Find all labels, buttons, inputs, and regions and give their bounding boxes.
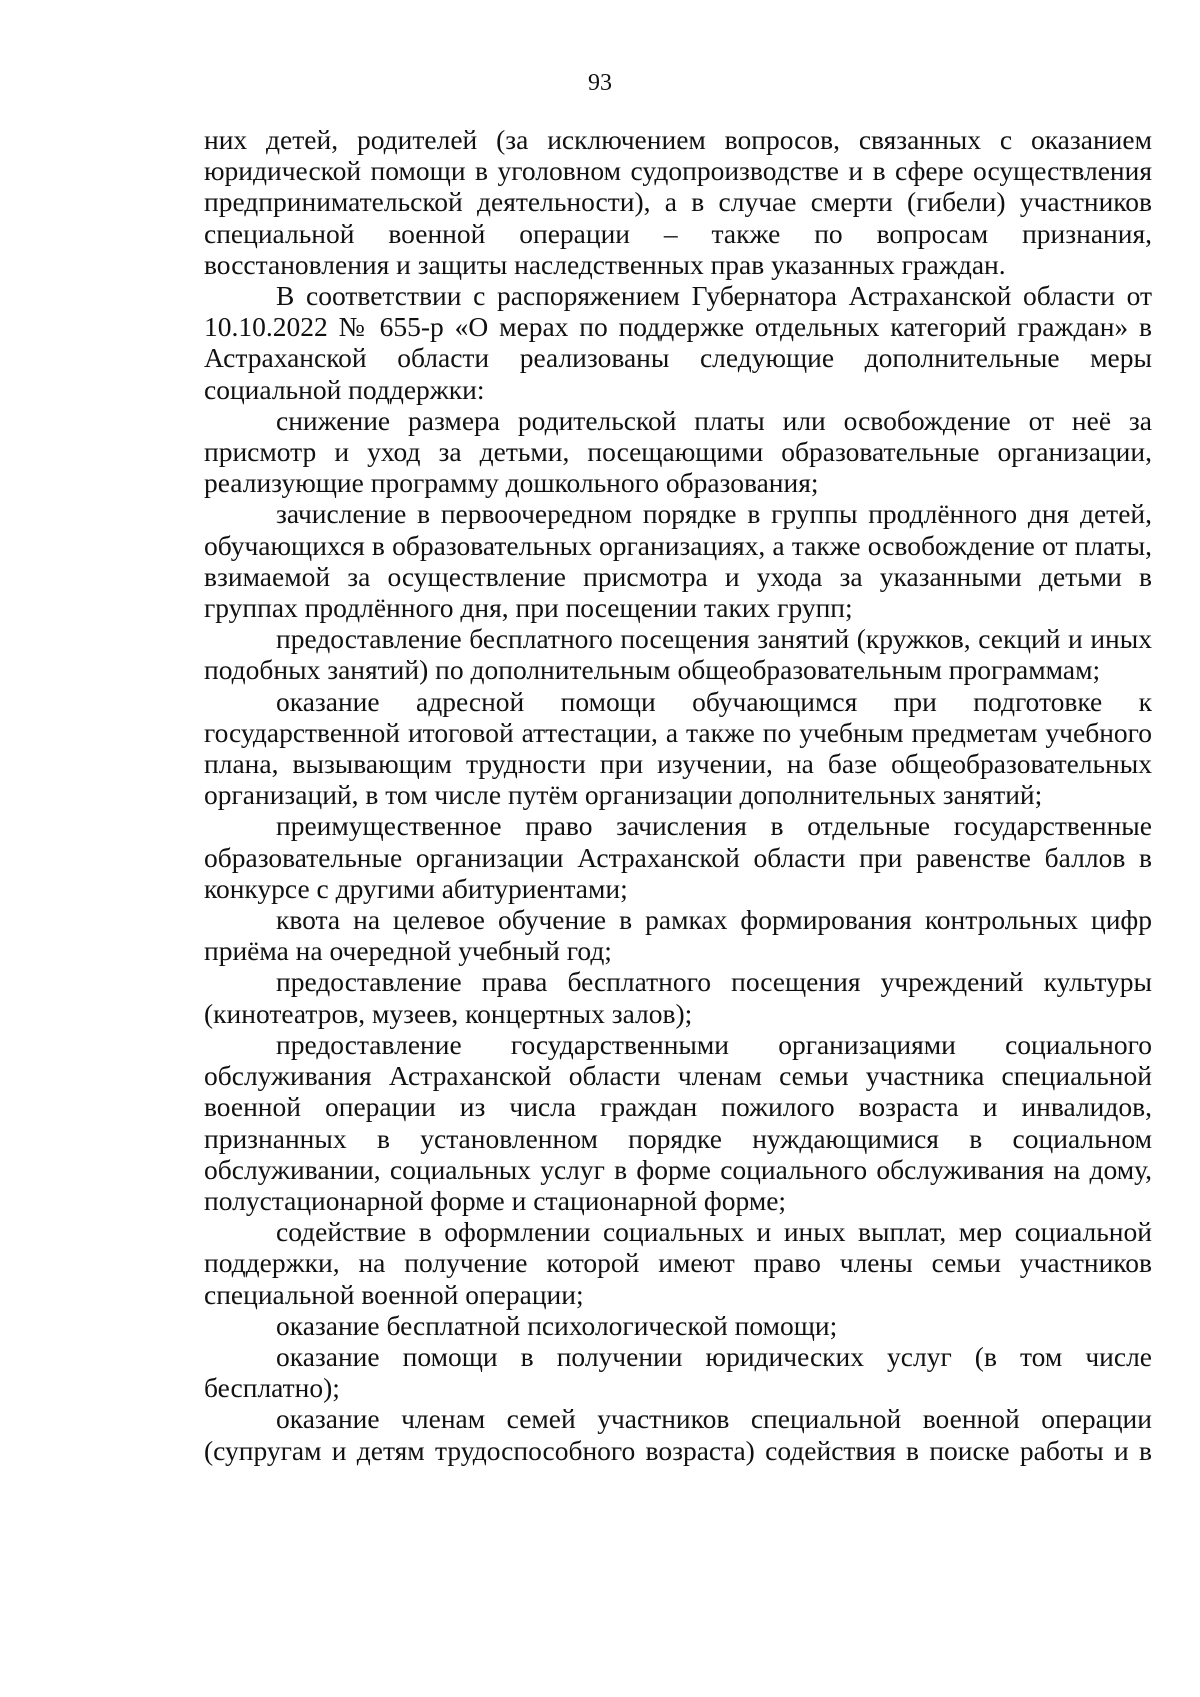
paragraph: квота на целевое обучение в рамках формирования контрольных цифр приёма на очередной учебный год; xyxy=(204,904,1152,967)
paragraph: оказание бесплатной психологической помощи; xyxy=(276,1309,838,1341)
paragraph: предоставление права бесплатного посещения учреждений культуры (кинотеатров, музеев, концертных залов); xyxy=(204,966,1152,1029)
paragraph: предоставление государственными организациями социального обслуживания Астраханской области членам семьи участника специальной военной операции из числа граждан пожилого возраста и инвалидов, признанных в установленном порядке нуждающимися в социальном обслуживании, социальных услуг в форме социального обслуживания на дому, полустационарной форме и стационарной форме; xyxy=(204,1028,1152,1216)
paragraph: них детей, родителей (за исключением вопросов, связанных с оказанием юридической помощи в уголовном судопроизводстве и в сфере осуществления предпринимательской деятельности), а в случае смерти (гибели) участников специальной военной операции – также по вопросам признания, восстановления и защиты наследственных прав указанных граждан. xyxy=(204,124,1152,280)
paragraph: предоставление бесплатного посещения занятий (кружков, секций и иных подобных занятий) по дополнительным общеобразовательным программам; xyxy=(204,623,1152,686)
paragraph: снижение размера родительской платы или освобождение от неё за присмотр и уход за детьми, посещающими образовательные организации, реализующие программу дошкольного образования; xyxy=(204,404,1152,499)
paragraph: преимущественное право зачисления в отдельные государственные образовательные организации Астраханской области при равенстве баллов в конкурсе с другими абитуриентами; xyxy=(204,810,1152,904)
page-number: 93 xyxy=(588,70,612,96)
paragraph: зачисление в первоочередном порядке в группы продлённого дня детей, обучающихся в образовательных организациях, а также освобождение от платы, взимаемой за осуществление присмотра и ухода за указанными детьми в группах продлённого дня, при посещении таких групп; xyxy=(204,498,1152,624)
paragraph: содействие в оформлении социальных и иных выплат, мер социальной поддержки, на получение которой имеют право члены семьи участников специальной военной операции; xyxy=(204,1216,1152,1310)
paragraph: оказание помощи в получении юридических услуг (в том числе бесплатно); xyxy=(204,1340,1152,1404)
paragraph: оказание членам семей участников специальной военной операции (супругам и детям трудоспособного возраста) содействия в поиске работы и в xyxy=(204,1403,1152,1466)
document-body xyxy=(204,124,1152,1466)
paragraph: В соответствии с распоряжением Губернатора Астраханской области от 10.10.2022 № 655-р «О мерах по поддержке отдельных категорий граждан» в Астраханской области реализованы следующие дополнительные меры социальной поддержки: xyxy=(204,280,1152,405)
paragraph: оказание адресной помощи обучающимся при подготовке к государственной итоговой аттестации, а также по учебным предметам учебного плана, вызывающим трудности при изучении, на базе общеобразовательных организаций, в том числе путём организации дополнительных занятий; xyxy=(204,685,1152,811)
